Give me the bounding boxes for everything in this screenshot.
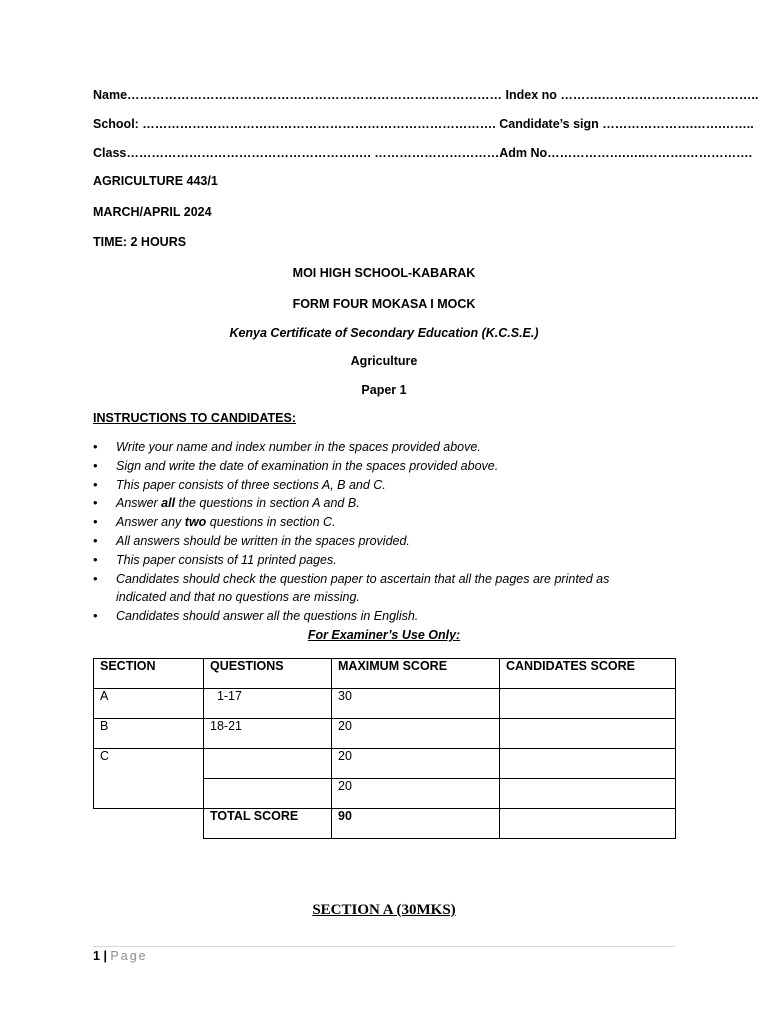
- instruction-item: • Candidates should check the question paper to ascertain that all the pages are printed as indicated and that no questions are missing.: [93, 570, 653, 608]
- table-total-row: [94, 809, 676, 839]
- table-cell: 20: [332, 719, 500, 749]
- empty-cell: [94, 809, 204, 839]
- instruction-item: • Write your name and index number in the spaces provided above.: [93, 438, 653, 457]
- footer-divider: [93, 946, 675, 947]
- class-adm-line: Class……………………………………………….…. …………………………Adm No……………….…..……….…………….: [93, 146, 753, 160]
- certificate-title: Kenya Certificate of Secondary Education (K.C.S.E.): [229, 326, 539, 340]
- table-cell: C: [94, 749, 204, 809]
- section-a-heading: SECTION A (30MKS): [312, 902, 456, 918]
- instruction-item: • All answers should be written in the spaces provided.: [93, 532, 653, 551]
- total-value: 90: [332, 809, 500, 839]
- table-cell: 18-21: [204, 719, 332, 749]
- exam-time: TIME: 2 HOURS: [93, 235, 187, 249]
- instruction-item: • Sign and write the date of examination in the spaces provided above.: [93, 457, 653, 476]
- instructions-heading: INSTRUCTIONS TO CANDIDATES:: [93, 411, 297, 425]
- page-label: Page: [110, 949, 148, 963]
- instruction-item: • This paper consists of 11 printed pages.: [93, 551, 653, 570]
- table-cell: 20: [332, 749, 500, 779]
- subject-code: AGRICULTURE 443/1: [93, 174, 218, 188]
- instructions-list: [93, 438, 653, 626]
- table-cell: [204, 779, 332, 809]
- score-entry-cell: [500, 779, 676, 809]
- header-cell: MAXIMUM SCORE: [332, 659, 500, 689]
- table-cell: 30: [332, 689, 500, 719]
- instruction-item: • Candidates should answer all the questions in English.: [93, 607, 653, 626]
- table-cell: A: [94, 689, 204, 719]
- score-entry-cell: [500, 689, 676, 719]
- table-cell: [204, 749, 332, 779]
- total-score-entry-cell: [500, 809, 676, 839]
- exam-date: MARCH/APRIL 2024: [93, 205, 212, 219]
- total-label: TOTAL SCORE: [204, 809, 332, 839]
- table-header-row: [94, 659, 676, 689]
- footer-separator: |: [103, 949, 107, 963]
- table-cell: 20: [332, 779, 500, 809]
- header-cell: CANDIDATES SCORE: [500, 659, 676, 689]
- header-cell: QUESTIONS: [204, 659, 332, 689]
- score-entry-cell: [500, 719, 676, 749]
- school-name: MOI HIGH SCHOOL-KABARAK: [292, 266, 476, 280]
- name-index-line: Name……………………………………………………………………………… Index no ……….………………………………..: [93, 88, 759, 102]
- header-cell: SECTION: [94, 659, 204, 689]
- examiner-caption: For Examiner’s Use Only:: [307, 628, 461, 642]
- table-cell: B: [94, 719, 204, 749]
- table-row: [94, 749, 676, 779]
- page-number: 1: [93, 949, 100, 963]
- page-footer: [93, 949, 148, 963]
- instruction-item: • Answer any two questions in section C.: [93, 513, 653, 532]
- table-cell: 1-17: [204, 689, 332, 719]
- exam-series: FORM FOUR MOKASA I MOCK: [292, 297, 476, 311]
- instruction-item: • Answer all the questions in section A and B.: [93, 494, 653, 513]
- subject-title: Agriculture: [350, 354, 418, 368]
- examiner-score-table: [93, 658, 676, 839]
- school-sign-line: School: …………………………………………………………………………. Candidate’s sign ………………….…….……..: [93, 117, 754, 131]
- paper-title: Paper 1: [361, 383, 407, 397]
- score-entry-cell: [500, 749, 676, 779]
- table-row: [94, 689, 676, 719]
- instruction-item: • This paper consists of three sections A, B and C.: [93, 476, 653, 495]
- table-row: [94, 719, 676, 749]
